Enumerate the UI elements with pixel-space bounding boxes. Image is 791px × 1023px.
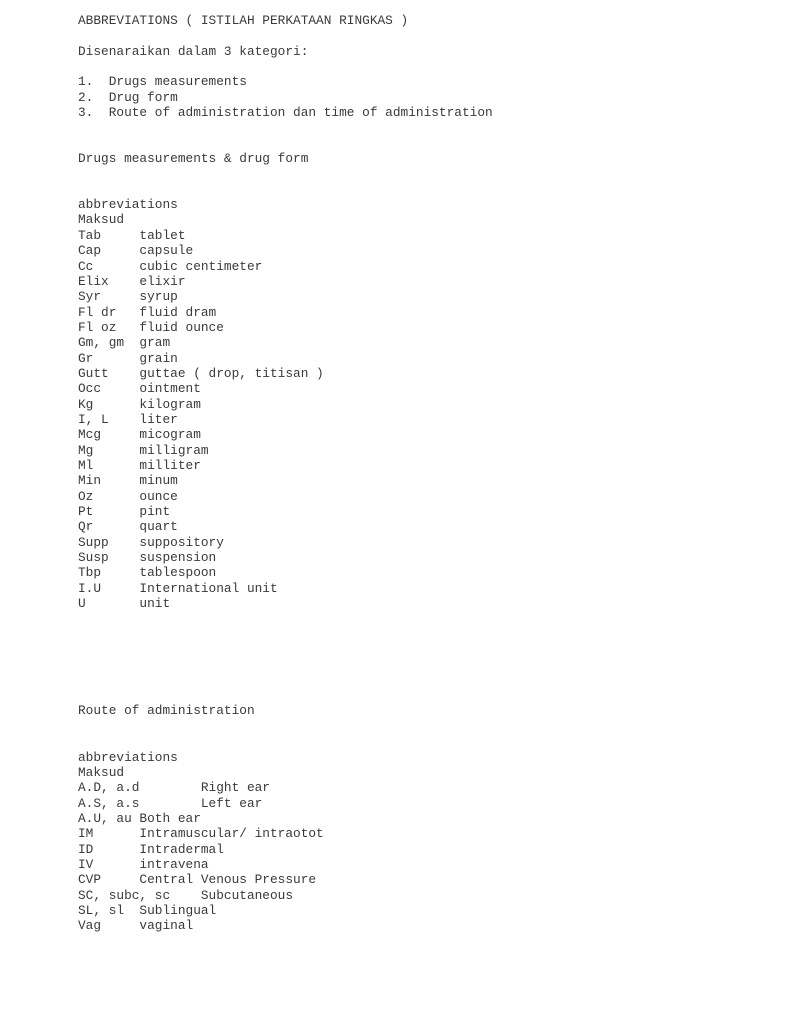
text-line: 1. Drugs measurements [78,74,247,90]
text-line: Cc cubic centimeter [78,258,263,274]
text-line: IM Intramuscular/ intraotot [78,826,324,842]
text-line: A.S, a.s Left ear [78,795,263,811]
text-line: I, L liter [78,411,178,427]
text-line: Gm, gm gram [78,335,171,351]
text-line: Gutt guttae ( drop, titisan ) [78,365,324,381]
text-line: Elix elixir [78,273,186,289]
text-line: Fl oz fluid ounce [78,319,224,335]
text-line: A.D, a.d Right ear [78,780,270,796]
text-line: Oz ounce [78,488,178,504]
text-line: Route of administration [78,703,255,719]
text-line: Syr syrup [78,289,178,305]
text-line: Mcg micogram [78,427,201,443]
text-line: abbreviations [78,749,178,765]
text-line: Tab tablet [78,227,186,243]
text-line: Drugs measurements & drug form [78,151,309,167]
text-line: Maksud [78,212,125,228]
text-line: Min minum [78,473,178,489]
text-line: Disenaraikan dalam 3 kategori: [78,43,309,59]
text-line: Tbp tablespoon [78,565,217,581]
text-line: Pt pint [78,504,171,519]
text-line: ID Intradermal [78,841,224,857]
text-line: 2. Drug form [78,89,178,105]
text-line: Kg kilogram [78,396,201,412]
text-line: 3. Route of administration dan time of administration [78,105,493,121]
text-line: Fl dr fluid dram [78,304,217,320]
document-text [78,13,493,934]
text-line: A.U, au Both ear [78,810,201,826]
text-line: ABBREVIATIONS ( ISTILAH PERKATAAN RINGKAS ) [78,13,409,28]
text-line: SL, sl Sublingual [78,902,217,918]
text-line: Maksud [78,764,125,780]
text-line: Gr grain [78,350,178,366]
text-line: Mg milligram [78,442,209,458]
text-line: IV intravena [78,856,209,872]
text-line: Occ ointment [78,381,201,397]
text-line: Vag vaginal [78,918,194,934]
text-line: Qr quart [78,519,178,535]
text-line: Ml milliter [78,457,201,473]
text-line: I.U International unit [78,580,278,596]
text-line: SC, subc, sc Subcutaneous [78,887,294,903]
text-line: Supp suppository [78,534,224,550]
text-line: CVP Central Venous Pressure [78,872,317,888]
text-line: Cap capsule [78,243,194,259]
text-line: U unit [78,596,171,612]
text-line: Susp suspension [78,550,217,566]
text-line: abbreviations [78,197,178,213]
